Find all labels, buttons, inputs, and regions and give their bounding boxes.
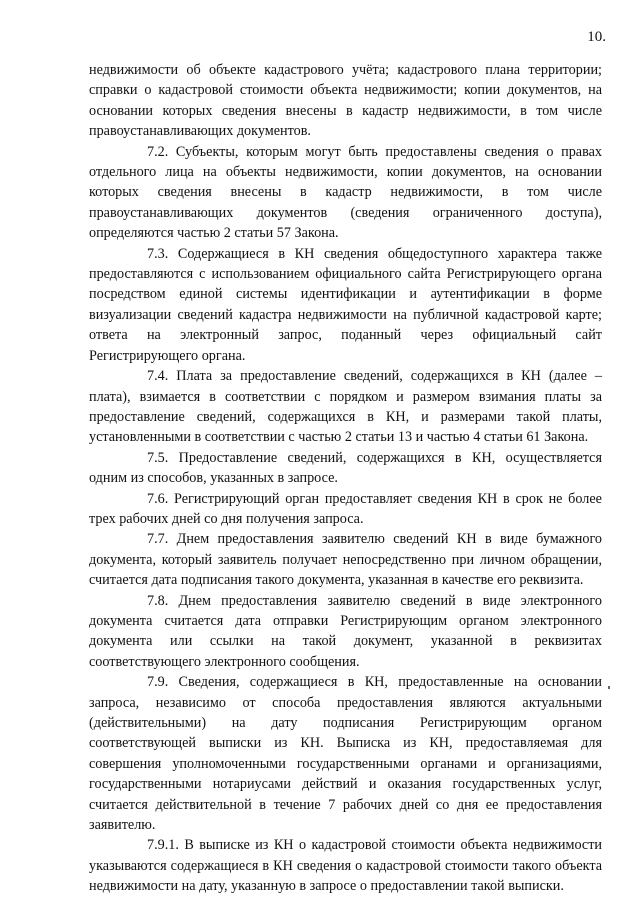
paragraph-7-7: 7.7. Днем предоставления заявителю сведений КН в виде бумажного документа, который заявитель получает непосредственно при личном обращении, считается дата подписания такого документа, указанная в качестве его реквизита. bbox=[89, 531, 602, 589]
scan-speck bbox=[608, 686, 610, 689]
paragraph-7-9-1: 7.9.1. В выписке из КН о кадастровой стоимости объекта недвижимости указываются содержащиеся в КН сведения о кадастровой стоимости такого объекта недвижимости на дату, указанную в запросе о предоставлении такой выписки. bbox=[89, 837, 602, 895]
paragraph-7-3: 7.3. Содержащиеся в КН сведения общедоступного характера также предоставляются с использованием официального сайта Регистрирующего органа посредством единой системы идентификации и аутентификации в форме визуализации сведений кадастра недвижимости на публичной кадастровой карте; ответа на электронный запрос, поданный через официальный сайт Регистрирующего органа. bbox=[89, 245, 602, 364]
paragraph-continuation: недвижимости об объекте кадастрового учёта; кадастрового плана территории; справки о кадастровой стоимости объекта недвижимости; копии документов, на основании которых сведения внесены в кадастр недвижимости, в том числе правоустанавливающих документов. bbox=[89, 62, 602, 140]
paragraph-7-6: 7.6. Регистрирующий орган предоставляет сведения КН в срок не более трех рабочих дней со дня получения запроса. bbox=[89, 490, 602, 527]
paragraph-7-5: 7.5. Предоставление сведений, содержащихся в КН, осуществляется одним из способов, указанных в запросе. bbox=[89, 449, 602, 487]
document-body bbox=[89, 60, 602, 897]
paragraph-7-4: 7.4. Плата за предоставление сведений, содержащихся в КН (далее – плата), взимается в соответствии с порядком и размером взимания платы за предоставление сведений, содержащихся в КН, и размерами такой платы, установленными в соответствии с частью 2 статьи 13 и частью 4 статьи 61 Закона. bbox=[89, 368, 602, 446]
paragraph-7-9: 7.9. Сведения, содержащиеся в КН, предоставленные на основании запроса, независимо от способа предоставления являются актуальными (действительными) на дату подписания Регистрирующим органом соответствующей выписки из КН. Выписка из КН, предоставляемая для совершения уполномоченными государственными органами и организациями, государственными нотариусами действий и оказания государственных услуг, считается действительной в течение 7 рабочих дней со дня ее предоставления заявителю. bbox=[89, 674, 602, 834]
paragraph-7-8: 7.8. Днем предоставления заявителю сведений в виде электронного документа считается дата отправки Регистрирующим органом электронного документа или ссылки на такой документ, указанной в реквизитах соответствующего электронного сообщения. bbox=[89, 592, 602, 670]
paragraph-7-2: 7.2. Субъекты, которым могут быть предоставлены сведения о правах отдельного лица на объекты недвижимости, копии документов, на основании которых сведения внесены в кадастр недвижимости, в том числе правоустанавливающих документов (сведения ограниченного доступа), определяются частью 2 статьи 57 Закона. bbox=[89, 143, 602, 242]
page-number: 10. bbox=[587, 29, 606, 45]
